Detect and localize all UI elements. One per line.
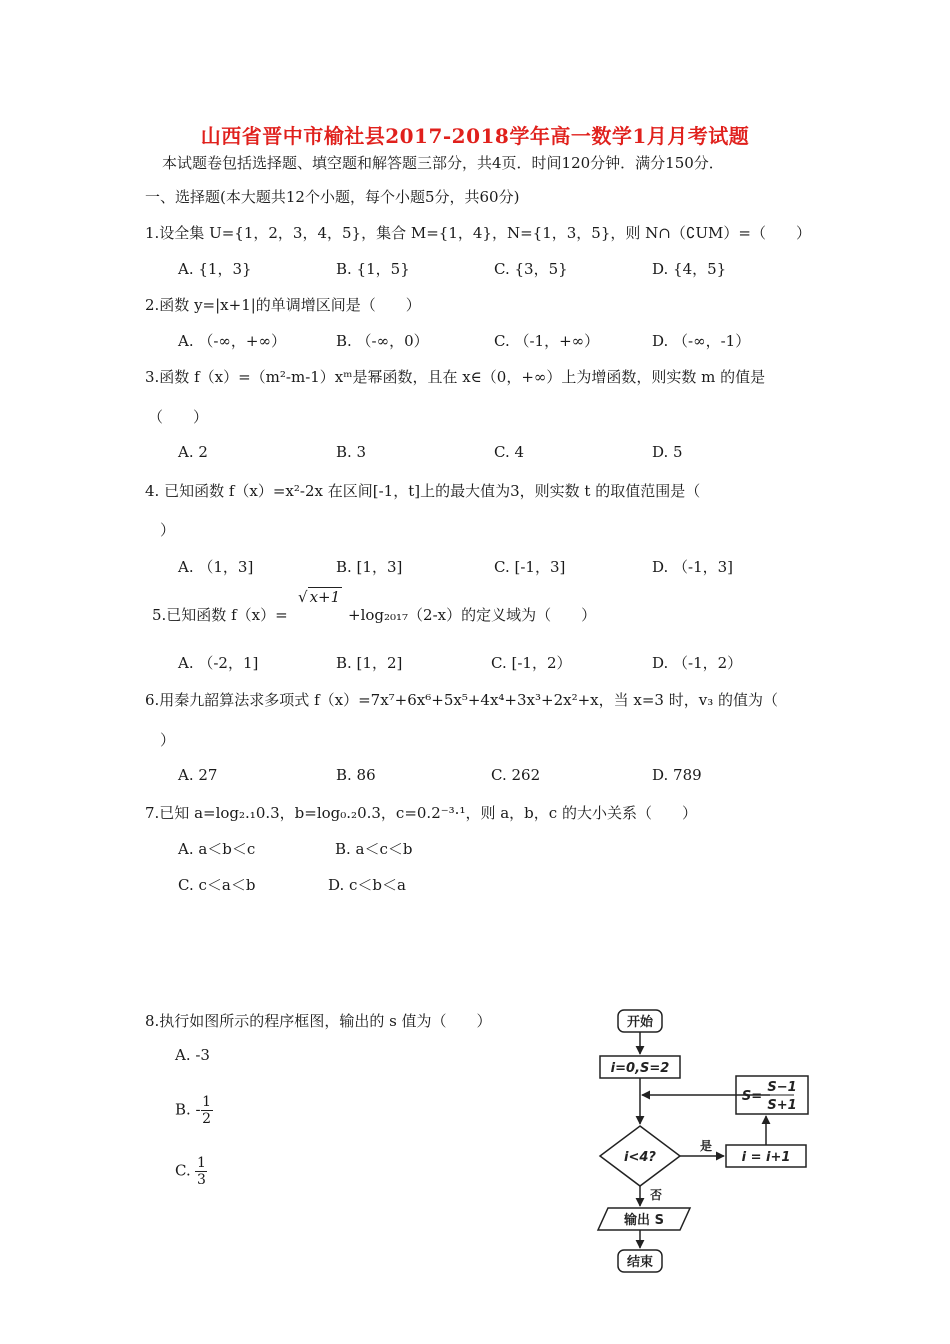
q5-option-a[interactable]: A. （-2，1] [178, 654, 259, 672]
q8-option-b-label: B. - [175, 1100, 201, 1119]
q2-option-b[interactable]: B. （-∞，0） [336, 332, 429, 350]
q5-option-d[interactable]: D. （-1，2） [652, 654, 743, 672]
q6-option-d[interactable]: D. 789 [652, 766, 702, 784]
fraction-denominator: 2 [202, 1111, 212, 1127]
q6-option-c[interactable]: C. 262 [491, 766, 541, 784]
fraction-denominator: 3 [197, 1172, 206, 1188]
question-4-stem-cont: ） [160, 521, 176, 539]
q7-option-b[interactable]: B. a＜c＜b [335, 840, 413, 858]
sqrt-expression: √ x+1 [298, 588, 341, 606]
q2-option-a[interactable]: A. （-∞，+∞） [178, 332, 286, 350]
flowchart-s-numerator: S−1 [767, 1080, 797, 1095]
exam-intro: 本试题卷包括选择题、填空题和解答题三部分，共4页．时间120分钟．满分150分． [162, 154, 724, 172]
question-3-stem-cont: （ ） [148, 408, 209, 426]
section-heading: 一、选择题(本大题共12个小题，每个小题5分，共60分) [145, 188, 520, 206]
q8-option-c[interactable] [175, 1155, 207, 1188]
flowchart-no-label: 否 [649, 1188, 663, 1202]
q6-option-a[interactable]: A. 27 [178, 766, 218, 784]
question-7-stem: 7.已知 a=log₂.₁0.3，b=log₀.₂0.3，c=0.2⁻³·¹，则 a，b，c 的大小关系（ ） [145, 804, 697, 822]
q4-option-d[interactable]: D. （-1，3] [652, 558, 734, 576]
flowchart-output-text: 输出 S [624, 1213, 664, 1228]
q1-option-c[interactable]: C. {3，5} [494, 260, 568, 278]
question-6-stem: 6.用秦九韶算法求多项式 f（x）=7x⁷+6x⁶+5x⁵+4x⁴+3x³+2x²+x，当 x=3 时，v₃ 的值为（ [145, 691, 778, 709]
q3-option-b[interactable]: B. 3 [336, 443, 367, 461]
flowchart-increment-text: i = i+1 [741, 1150, 791, 1165]
q3-option-c[interactable]: C. 4 [494, 443, 525, 461]
q8-option-b[interactable] [175, 1094, 213, 1127]
question-3-stem: 3.函数 f（x）=（m²-m-1）xᵐ是幂函数，且在 x∈（0，+∞）上为增函数，则实数 m 的值是 [145, 368, 766, 386]
flowchart-yes-label: 是 [699, 1139, 713, 1153]
q4-option-c[interactable]: C. [-1，3] [494, 558, 566, 576]
flowchart-s-label: S= [741, 1089, 763, 1104]
flowchart-s-denominator: S+1 [767, 1098, 797, 1113]
q3-option-a[interactable]: A. 2 [178, 443, 208, 461]
flowchart-init-text: i=0,S=2 [610, 1061, 670, 1076]
q7-option-c[interactable]: C. c＜a＜b [178, 876, 256, 894]
question-1-stem: 1.设全集 U={1，2，3，4，5}，集合 M={1，4}，N={1，3，5}，则 N∩（∁UM）=（ ） [145, 224, 811, 242]
q2-option-c[interactable]: C. （-1，+∞） [494, 332, 600, 350]
fraction-numerator: 1 [202, 1094, 212, 1110]
q8-option-c-fraction [195, 1155, 207, 1188]
flowchart-condition-text: i<4? [624, 1150, 656, 1165]
q7-option-d[interactable]: D. c＜b＜a [328, 876, 406, 894]
q8-option-a[interactable]: A. -3 [175, 1046, 210, 1064]
q1-option-b[interactable]: B. {1，5} [336, 260, 410, 278]
question-6-stem-cont: ） [160, 731, 176, 749]
question-4-stem: 4. 已知函数 f（x）=x²-2x 在区间[-1，t]上的最大值为3，则实数 t 的取值范围是（ [145, 482, 701, 500]
q6-option-b[interactable]: B. 86 [336, 766, 376, 784]
flowchart [590, 1000, 820, 1285]
q7-option-a[interactable]: A. a＜b＜c [178, 840, 256, 858]
q5-option-c[interactable]: C. [-1，2） [491, 654, 572, 672]
q1-option-d[interactable]: D. {4，5} [652, 260, 727, 278]
question-8-stem: 8.执行如图所示的程序框图，输出的 s 值为（ ） [145, 1012, 492, 1030]
question-5-stem-end: +log₂₀₁₇（2-x）的定义域为（ ） [348, 606, 597, 624]
question-2-stem: 2.函数 y=|x+1|的单调增区间是（ ） [145, 296, 421, 314]
q1-option-a[interactable]: A. {1，3} [178, 260, 252, 278]
q3-option-d[interactable]: D. 5 [652, 443, 683, 461]
q5-option-b[interactable]: B. [1，2] [336, 654, 403, 672]
q4-option-b[interactable]: B. [1，3] [336, 558, 403, 576]
page-title: 山西省晋中市榆社县2017-2018学年高一数学1月月考试题 [200, 124, 750, 148]
q8-option-c-label: C. [175, 1161, 196, 1180]
question-5-stem-start: 5.已知函数 f（x）= [152, 606, 288, 624]
flowchart-start-text: 开始 [626, 1015, 654, 1030]
fraction-numerator: 1 [197, 1155, 206, 1171]
flowchart-end-text: 结束 [626, 1255, 654, 1270]
q4-option-a[interactable]: A. （1，3] [178, 558, 254, 576]
q2-option-d[interactable]: D. （-∞，-1） [652, 332, 751, 350]
q8-option-b-fraction [201, 1094, 213, 1127]
sqrt-radicand: x+1 [309, 588, 341, 606]
